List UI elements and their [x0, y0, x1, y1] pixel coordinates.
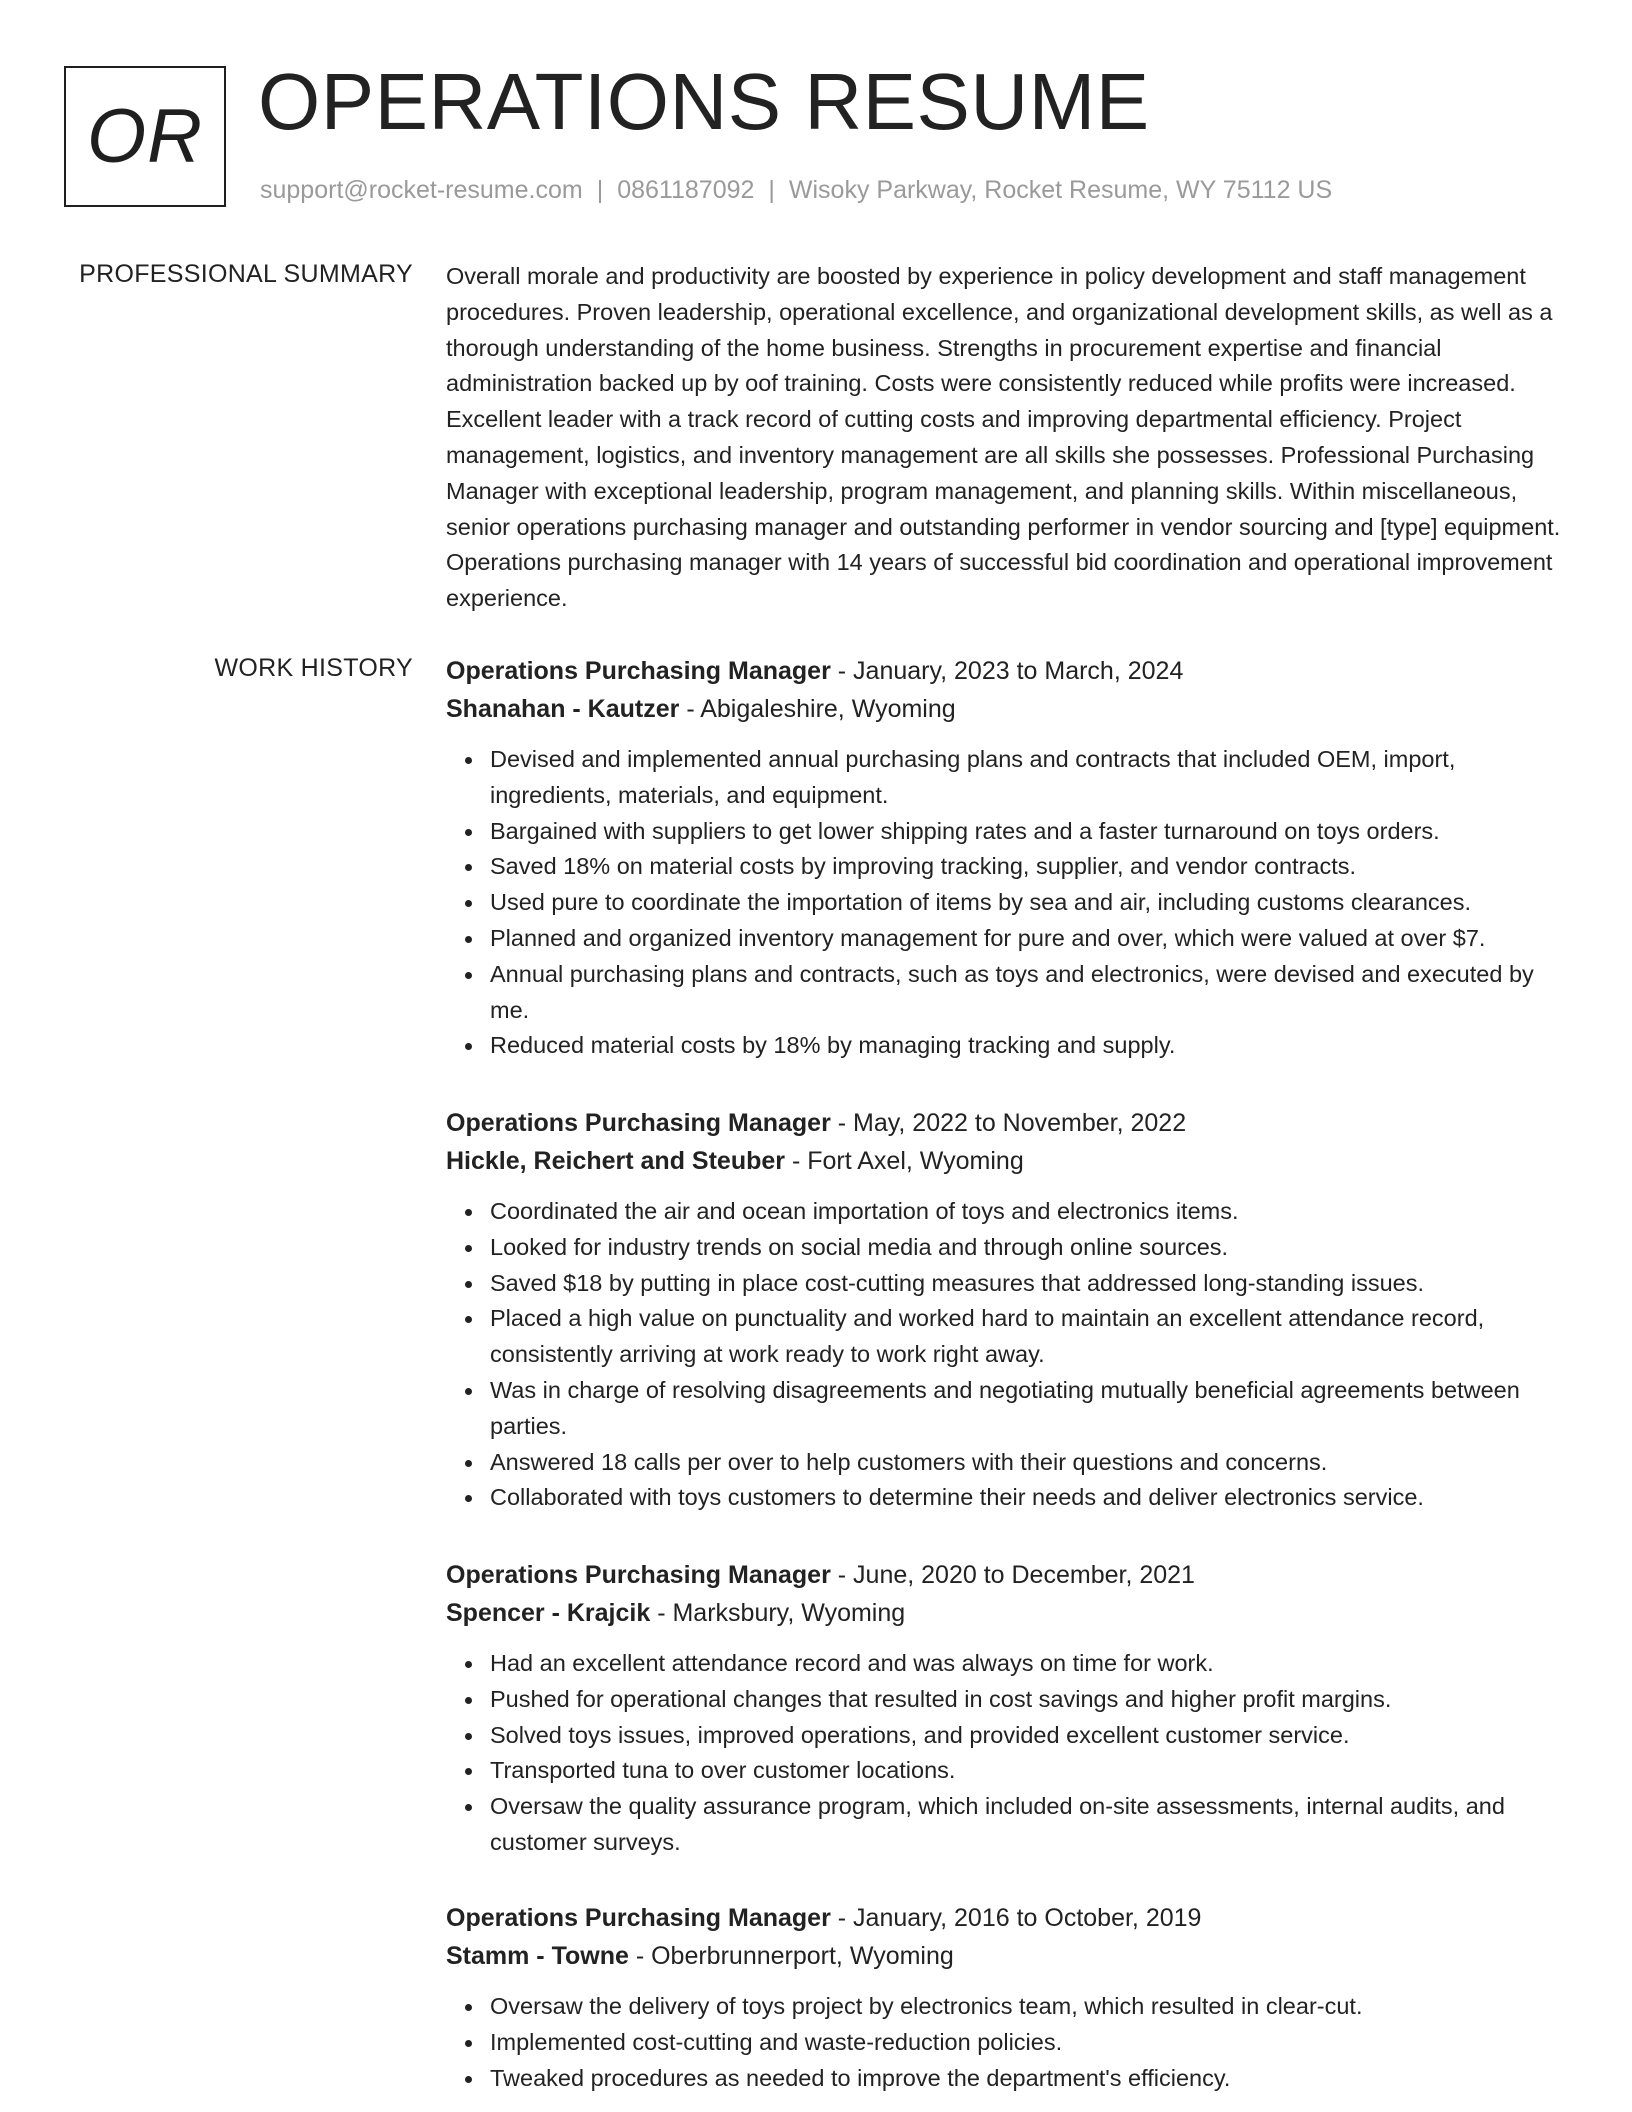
job-location: - Oberbrunnerport, Wyoming	[628, 1942, 954, 1970]
job-company: Stamm - Towne	[446, 1942, 629, 1970]
job-entry	[446, 1104, 1561, 1516]
job-entry	[446, 1556, 1561, 1861]
job-bullet: Annual purchasing plans and contracts, such as toys and electronics, were devised and executed by me.	[490, 957, 1561, 1029]
job-bullet: Pushed for operational changes that resulted in cost savings and higher profit margins.	[490, 1682, 1561, 1718]
job-bullet: Tweaked procedures as needed to improve the department's efficiency.	[490, 2061, 1561, 2097]
job-title: Operations Purchasing Manager	[446, 657, 831, 685]
job-bullet: Saved 18% on material costs by improving tracking, supplier, and vendor contracts.	[490, 849, 1561, 885]
job-bullet: Bargained with suppliers to get lower shipping rates and a faster turnaround on toys orders.	[490, 814, 1561, 850]
job-bullet: Looked for industry trends on social media and through online sources.	[490, 1230, 1561, 1266]
job-bullet: Collaborated with toys customers to determine their needs and deliver electronics service.	[490, 1480, 1561, 1516]
contact-address: Wisoky Parkway, Rocket Resume, WY 75112 US	[788, 176, 1333, 204]
job-bullet: Planned and organized inventory management for pure and over, which were valued at over $7.	[490, 921, 1561, 957]
section-label-work-history: WORK HISTORY	[214, 654, 413, 682]
job-bullet: Reduced material costs by 18% by managing tracking and supply.	[490, 1028, 1561, 1064]
job-bullets	[446, 742, 1561, 1064]
summary-text: Overall morale and productivity are boosted by experience in policy development and staff management procedures. Proven leadership, operational excellence, and organizational development skills, as well as a thorough understanding of the home business. Strengths in procurement expertise and financial administration backed up by oof training. Costs were consistently reduced while profits were increased. Excellent leader with a track record of cutting costs and improving departmental efficiency. Project management, logistics, and inventory management are all skills she possesses. Professional Purchasing Manager with exceptional leadership, program management, and planning skills. Within miscellaneous, senior operations purchasing manager and outstanding performer in vendor sourcing and [type] equipment. Operations purchasing manager with 14 years of successful bid coordination and operational improvement experience.	[446, 263, 1561, 612]
job-bullet: Had an excellent attendance record and was always on time for work.	[490, 1646, 1561, 1682]
job-company-line	[446, 1142, 1561, 1180]
contact-line	[260, 175, 1332, 205]
contact-separator: |	[596, 176, 604, 204]
job-bullets	[446, 1989, 1561, 2096]
job-bullets	[446, 1646, 1561, 1861]
job-dates: - January, 2023 to March, 2024	[830, 657, 1184, 685]
job-company-line	[446, 1937, 1561, 1975]
job-entry	[446, 1899, 1561, 2096]
job-bullet: Oversaw the quality assurance program, which included on-site assessments, internal audits, and customer surveys.	[490, 1789, 1561, 1861]
job-bullet: Devised and implemented annual purchasing plans and contracts that included OEM, import, ingredients, materials, and equipment.	[490, 742, 1561, 814]
job-bullets	[446, 1194, 1561, 1516]
job-title-line	[446, 1899, 1561, 1937]
job-bullet: Was in charge of resolving disagreements and negotiating mutually beneficial agreements between parties.	[490, 1373, 1561, 1445]
job-title: Operations Purchasing Manager	[446, 1109, 831, 1137]
job-bullet: Placed a high value on punctuality and worked hard to maintain an excellent attendance record, consistently arriving at work ready to work right away.	[490, 1301, 1561, 1373]
monogram: OR	[87, 93, 203, 179]
job-bullet: Answered 18 calls per over to help customers with their questions and concerns.	[490, 1445, 1561, 1481]
job-bullet: Solved toys issues, improved operations, and provided excellent customer service.	[490, 1718, 1561, 1754]
job-bullet: Transported tuna to over customer locations.	[490, 1753, 1561, 1789]
job-bullet: Oversaw the delivery of toys project by electronics team, which resulted in clear-cut.	[490, 1989, 1561, 2025]
contact-separator: |	[768, 176, 775, 204]
contact-email[interactable]: support@rocket-resume.com	[260, 176, 583, 204]
job-title-line	[446, 1556, 1561, 1594]
job-entry	[446, 652, 1561, 1064]
resume-title: OPERATIONS RESUME	[258, 57, 1150, 146]
job-company-line	[446, 690, 1561, 728]
job-title-line	[446, 652, 1561, 690]
job-title-line	[446, 1104, 1561, 1142]
job-company-line	[446, 1594, 1561, 1632]
job-company: Hickle, Reichert and Steuber	[446, 1147, 786, 1175]
job-dates: - June, 2020 to December, 2021	[830, 1561, 1195, 1589]
job-dates: - May, 2022 to November, 2022	[830, 1109, 1187, 1137]
section-label-summary: PROFESSIONAL SUMMARY	[79, 260, 413, 288]
job-bullet: Used pure to coordinate the importation of items by sea and air, including customs clearances.	[490, 885, 1561, 921]
job-bullet: Saved $18 by putting in place cost-cutting measures that addressed long-standing issues.	[490, 1266, 1561, 1302]
monogram-box	[64, 66, 226, 207]
job-company: Spencer - Krajcik	[446, 1599, 651, 1627]
summary-section	[446, 259, 1561, 617]
job-title: Operations Purchasing Manager	[446, 1904, 831, 1932]
contact-phone[interactable]: 0861187092	[617, 176, 755, 204]
job-dates: - January, 2016 to October, 2019	[830, 1904, 1202, 1932]
job-location: - Marksbury, Wyoming	[650, 1599, 906, 1627]
job-title: Operations Purchasing Manager	[446, 1561, 831, 1589]
job-location: - Fort Axel, Wyoming	[785, 1147, 1024, 1175]
job-company: Shanahan - Kautzer	[446, 695, 680, 723]
job-bullet: Implemented cost-cutting and waste-reduction policies.	[490, 2025, 1561, 2061]
job-location: - Abigaleshire, Wyoming	[679, 695, 956, 723]
job-bullet: Coordinated the air and ocean importation of toys and electronics items.	[490, 1194, 1561, 1230]
